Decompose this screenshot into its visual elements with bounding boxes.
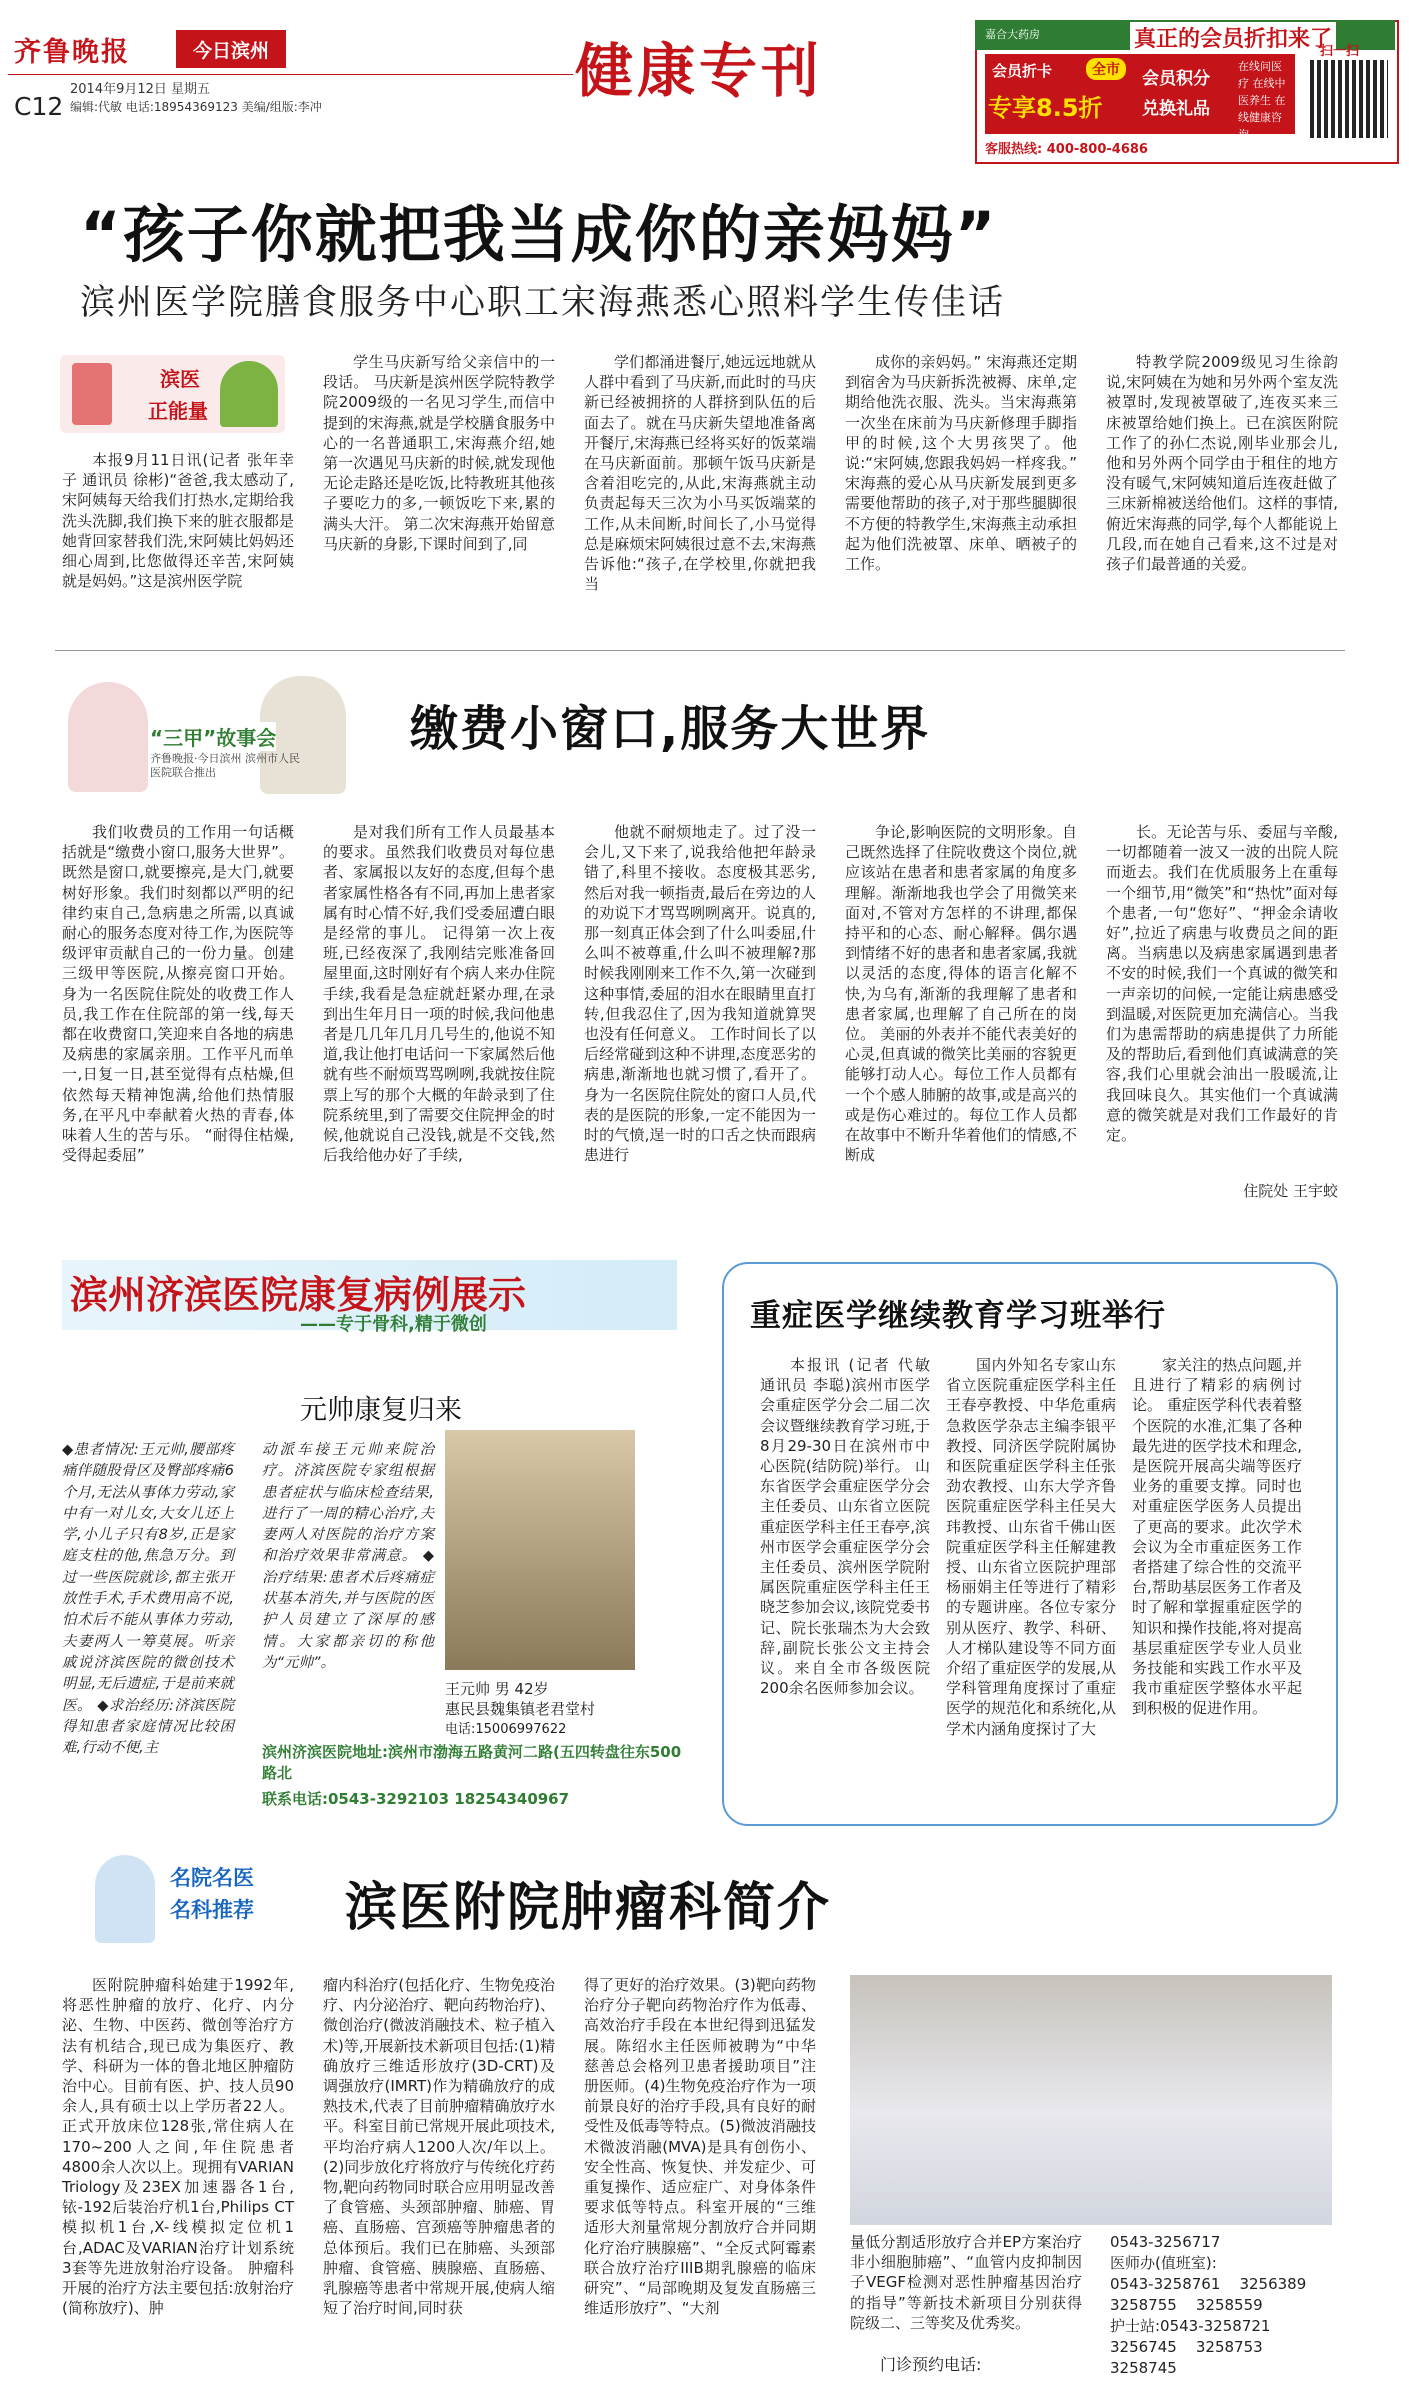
issue-date: 2014年9月12日 星期五 — [70, 82, 211, 97]
hospital-address: 滨州济滨医院地址:滨州市渤海五路黄河二路(五四转盘往东500路北 — [262, 1743, 682, 1782]
article5-col4: 量低分割适形放疗合并EP方案治疗非小细胞肺癌”、“血管内皮抑制因子VEGF检测对恶性肿瘤基因治疗的指导”等新技术新项目分别获得院级二、三等奖及优秀奖。 — [850, 2233, 1082, 2332]
editor-credits: 编辑:代敏 电话:18954369123 美编/组版:李冲 — [70, 100, 322, 114]
article5-col3: 得了更好的治疗效果。(3)靶向药物治疗分子靶向药物治疗作为低毒、高效治疗手段在本世纪得到迅猛发展。陈绍水主任医师被聘为“中华慈善总会格列卫患者援助项目”注册医师。(4)生物免疫治疗作为一项前景良好的治疗手段,具有良好的耐受性及低毒等特点。(5)微波消融技术微波消融(MVA)是具有创伤小、安全性高、恢复快、并发症少、可重复操作、适应症广、对身体条件要求低等特点。科室开展的“三维适形大剂量常规分割放疗合并同期化疗治疗胰腺癌”、“全反式阿霉素联合放疗治疗IIIB期乳腺癌的临床研究”、“局部晚期及复发直肠癌三维适形放疗”、“大剂 — [584, 1976, 816, 2318]
article1-col1: 本报9月11日讯(记者 张年幸子 通讯员 徐彬)“爸爸,我太感动了,宋阿姨每天给我们打热水,定期给我洗头洗脚,我们换下来的脏衣服都是她背回家替我们洗,宋阿姨比妈妈还细心周到,比您做得还辛苦,宋阿姨就是妈妈。”这是滨州医学院 — [62, 451, 294, 591]
page-title: 健康专刊 — [575, 37, 824, 105]
department-phones: 0543-3256717 医师办(值班室): 0543-3258761 3256389 3258755 3258559 护士站:0543-3258721 3256745 3258753 3258745 — [1110, 2233, 1307, 2377]
doctors-illustration-icon — [95, 1855, 155, 1943]
rehab-title: 元帅康复归来 — [300, 1395, 462, 1426]
article1-subtitle: 滨州医学院膳食服务中心职工宋海燕悉心照料学生传佳话 — [80, 283, 1006, 323]
tree-icon — [220, 361, 278, 427]
divider — [55, 650, 1345, 651]
article1-col3: 学们都涌进餐厅,她远远地就从人群中看到了马庆新,而此时的马庆新已经被拥挤的人群挤到队伍的后面去了。就在马庆新失望地准备离开餐厅,宋海燕已经将买好的饭菜端在马庆新面前。那顿午饭马庆新是含着泪吃完的,从此,宋海燕就主动负责起每天三次为小马买饭端菜的工作,从未间断,时间长了,小马觉得总是麻烦宋阿姨很过意不去,宋海燕告诉他:“孩子,在学校里,你就把我当 — [584, 353, 816, 594]
patient-caption2: 惠民县魏集镇老君堂村 — [445, 1700, 596, 1718]
article2-col5: 长。无论苦与乐、委屈与辛酸,一切都随着一波又一波的出院人院而逝去。我们在优质服务上在重每一个细节,用“微笑”和“热忱”面对每个患者,一句“您好”、“押金余请收好”,拉近了病患与收费员之间的距离。当病患以及病患家属遇到患者不安的时候,我们一个真诚的微笑和一声亲切的问候,一定能让病患感受到温暖,对医院更加充满信心。当我们为患需帮助的病患提供了力所能及的帮助后,看到他们真诚满意的笑容,我们心里就会油出一股暖流,让我回味良久。其实他们一个真诚满意的微笑就是对我们工作最好的肯定。 — [1106, 823, 1338, 1145]
article2-author: 住院处 王宇蛟 — [1243, 1182, 1338, 1200]
article5-col1: 医附院肿瘤科始建于1992年,将恶性肿瘤的放疗、化疗、内分泌、生物、中医药、微创等治疗方法有机结合,现已成为集医疗、教学、科研为一体的鲁北地区肿瘤防治中心。目前有医、护、技人员90余人,具有硕士以上学历者22人。正式开放床位128张,常住病人在170~200人之间,年住院患者4800余人次以上。现拥有VARIAN Triology及23EX加速器各1台,铱-192后装治疗机1台,Philips CT模拟机1台,X-线模拟定位机1台,ADAC及VARIAN治疗计划系统3套等先进放射治疗设备。 肿瘤科开展的治疗方法主要包括:放射治疗(简称放疗)、肿 — [62, 1976, 294, 2318]
ad-item1b: 专享8.5折 — [988, 94, 1103, 122]
article2-col3: 他就不耐烦地走了。过了没一会儿,又下来了,说我给他把年龄录错了,科里不接收。态度极其恶劣,然后对我一顿指责,最后在旁边的人的劝说下才骂骂咧咧离开。说真的,那一刻真正体会到了什么叫委屈,什么叫不被尊重,什么叫不被理解?那时候我刚刚来工作不久,第一次碰到这种事情,委屈的泪水在眼睛里直打转,但我忍住了,因为我知道就算哭也没有任何意义。 工作时间长了以后经常碰到这种不讲理,态度恶劣的病患,渐渐地也就习惯了,看开了。身为一名医院住院处的窗口人员,代表的是医院的形象,一定不能因为一时的气愤,逞一时的口舌之快而跟病患进行 — [584, 823, 816, 1165]
article3-col1: ◆患者情况:王元帅,腰部疼痛伴随股骨区及臀部疼痛6个月,无法从事体力劳动,家中有一对儿女,大女儿还上学,小儿子只有8岁,正是家庭支柱的他,焦急万分。到过一些医院就诊,都主张开放性手术,手术费用高不说,怕术后不能从事体力劳动,夫妻两人一筹莫展。听亲戚说济滨医院的微创技术明显,无后遗症,于是前来就医。 ◆求治经历:济滨医院得知患者家庭情况比较困难,行动不便,主 — [62, 1442, 234, 1757]
rehab-banner-title: 滨州济滨医院康复病例展示 — [70, 1273, 527, 1317]
ad-logo: 嘉合大药房 — [985, 28, 1040, 41]
story-club-name: “三甲”故事会 — [150, 722, 276, 751]
article2-title: 缴费小窗口,服务大世界 — [410, 701, 931, 757]
article1-col2: 学生马庆新写给父亲信中的一段话。 马庆新是滨州医学院特教学院2009级的一名见习学生,而信中提到的宋海燕,就是学校膳食服务中心的一名普通职工,宋海燕介绍,她第一次遇见马庆新的时候,就发现他无论走路还是吃饭,比特教班其他孩子要吃力的多,一顿饭吃下来,累的满头大汗。 第二次宋海燕开始留意马庆新的身影,下课时间到了,同 — [323, 353, 555, 553]
hospital-icon — [72, 363, 112, 425]
ad-item3b: 兑换礼品 — [1142, 99, 1210, 119]
department-group-photo — [850, 1975, 1332, 2225]
article2-col4: 争论,影响医院的文明形象。自己既然选择了住院收费这个岗位,就应该站在患者和患者家属的角度多理解。渐渐地我也学会了用微笑来面对,不管对方怎样的不讲理,都保持平和的心态、耐心解释。偶尔遇到情绪不好的患者和患者家属,我就以灵活的态度,得体的语言化解不快,为乌有,渐渐的我理解了患者和患者家属,也理解了自己所在的岗位。 美丽的外表并不能代表美好的心灵,但真诚的微笑比美丽的容貌更能够打动人心。每位工作人员都有一个个感人肺腑的故事,或是高兴的或是伤心难过的。每位工作人员都在故事中不断升华着他们的情感,不断成 — [845, 823, 1077, 1165]
ad-side-text: 在线问医疗 在线中医养生 在线健康咨询 — [1238, 60, 1286, 141]
article1-col5: 特教学院2009级见习生徐韵说,宋阿姨在为她和另外两个室友洗被罩时,发现被罩破了,连夜买来三床被罩给她们换上。已在滨医附院工作了的孙仁杰说,刚毕业那会儿,他和另外两个同学由于租住的地方没有暖气,宋阿姨知道后连夜赶做了三床新棉被送给他们。这样的事情,俯近宋海燕的同学,每个人都能说上几段,而在她自己看来,这不过是对孩子们最普通的关爱。 — [1106, 353, 1338, 574]
article2-col1: 我们收费员的工作用一句话概括就是“缴费小窗口,服务大世界”。既然是窗口,就要擦亮,是大门,就要树好形象。我们时刻都以严明的纪律约束自己,急病患之所需,以真诚耐心的服务态度对待工作,为医院等级评审贡献自己的一份力量。创建三级甲等医院,从擦亮窗口开始。 身为一名医院住院处的收费工作人员,我工作在住院部的第一线,每天都在收费窗口,笑迎来自各地的病患及病患的家属亲朋。工作平凡而单一,日复一日,甚至觉得有点枯燥,但依然每天精神饱满,给他们热情服务,在平凡中奉献着火热的青春,体味着人生的苦与乐。 “耐得住枯燥,受得起委屈” — [62, 823, 294, 1165]
badge-word2: 正能量 — [148, 399, 208, 423]
newspaper-brand: 齐鲁晚报 — [14, 37, 130, 68]
article5-col2: 瘤内科治疗(包括化疗、生物免疫治疗、内分泌治疗、靶向药物治疗)、微创治疗(微波消融技术、粒子植入术)等,开展新技术新项目包括:(1)精确放疗三维适形放疗(3D-CRT)及调强放疗(IMRT)作为精确放疗的成熟技术,代表了目前肿瘤精确放疗水平。科室目前已常规开展此项技术,平均治疗病人1200人次/年以上。(2)同步放化疗将放疗与传统化疗药物,靶向药物同时联合应用明显改善了食管癌、头颈部肿瘤、肺癌、胃癌、直肠癌、宫颈癌等肿瘤患者的总体预后。我们已在肺癌、头颈部肿瘤、食管癌、胰腺癌、直肠癌、乳腺癌等患者中常规开展,使病人缩短了治疗时间,同时获 — [323, 1976, 555, 2318]
famous-doctor-badge — [160, 1860, 300, 1930]
ad-scan: 扫一扫 — [1320, 44, 1360, 59]
badge-line1: 名院名医 — [170, 1866, 254, 1890]
article2-col2: 是对我们所有工作人员最基本的要求。虽然我们收费员对每位患者、家属报以友好的态度,但每个患者家属性格各有不同,再加上患者家属有时心情不好,我们受委屈遭白眼是经常的事儿。 记得第一次上夜班,已经夜深了,我刚结完账准备回屋里面,这时刚好有个病人来办住院手续,我看是急症就赶紧办理,在录到出生年月日一项的时候,我问他患者是几几年几月几号生的,他说不知道,我让他打电话问一下家属然后他就有些不耐烦骂骂咧咧,我就按住院票上写的那个大概的年龄录到了住院系统里,到了需要交住院押金的时候,他就说自己没钱,就是不交钱,然后我给他办好了手续, — [323, 823, 555, 1165]
section-tag: 今日滨州 — [192, 39, 269, 62]
hospital-phone: 联系电话:0543-3292103 18254340967 — [262, 1790, 570, 1808]
qr-code-icon[interactable] — [1310, 60, 1388, 138]
story-club-logo — [60, 672, 350, 802]
rehab-banner-sub: ——专于骨科,精于微创 — [300, 1314, 487, 1335]
article3-col2: 动派车接王元帅来院治疗。济滨医院专家组根据患者症状与临床检查结果,进行了一周的精心治疗,夫妻两人对医院的治疗方案和治疗效果非常满意。 ◆治疗结果:患者术后疼痛症状基本消失,并与医院的医护人员建立了深厚的感情。大家都亲切的称他为“元帅”。 — [262, 1442, 434, 1671]
story-club-sub: 齐鲁晚报·今日滨州 滨州市人民医院联合推出 — [150, 752, 300, 779]
ad-item3: 会员积分 — [1142, 69, 1210, 89]
article4-col2: 国内外知名专家山东省立医院重症医学科主任王春亭教授、中华危重病急救医学杂志主编李银平教授、同济医学院附属协和医院重症医学科主任张劲农教授、山东大学齐鲁医院重症医学科主任吴大玮教授、山东省千佛山医院重症医学科主任解建教授、山东省立医院护理部杨丽娟主任等进行了精彩的专题讲座。各位专家分别从医疗、教学、科研、人才梯队建设等不同方面介绍了重症医学的发展,从学科管理角度探讨了重症医学的规范化和系统化,从学术内涵角度探讨了大 — [946, 1356, 1116, 1738]
ad-headline: 真正的会员折扣来了 — [1130, 22, 1336, 53]
ad-item1: 会员折卡 — [992, 62, 1053, 80]
patient-photo — [445, 1430, 635, 1670]
article1-title: “孩子你就把我当成你的亲妈妈” — [80, 198, 998, 271]
article4-col3: 家关注的热点问题,并且进行了精彩的病例讨论。 重症医学科代表着整个医院的水准,汇集了各种最先进的医学技术和理念,是医院开展高尖端等医疗业务的重要支撑。同时也对重症医学医务人员提出了更高的要求。此次学术会议为全市重症医务工作者搭建了综合性的交流平台,帮助基层医务工作者及时了解和掌握重症医学的知识和操作技能,将对提高基层重症医学专业人员业务技能和实践工作水平及我市重症医学整体水平起到积极的促进作用。 — [1132, 1356, 1302, 1718]
article4-col1: 本报讯 (记者 代敏 通讯员 李聪)滨州市医学会重症医学分会二届二次会议暨继续教育学习班,于8月29-30日在滨州市中心医院(结防院)举行。 山东省医学会重症医学分会主任委员、山东省立医院重症医学科主任王春亭,滨州市医学会重症医学分会主任委员、滨州医学院附属医院重症医学科主任王晓芝参加会议,该院党委书记、院长张瑞杰为大会致辞,副院长张公文主持会议。来自全市各级医院200余名医师参加会议。 — [760, 1356, 930, 1698]
ad-hotline: 客服热线: 400-800-4686 — [985, 142, 1148, 157]
clinic-label: 门诊预约电话: — [880, 2355, 982, 2374]
header-rule — [8, 74, 573, 75]
badge-line2: 名科推荐 — [170, 1898, 254, 1922]
ad-badge: 全市 — [1086, 58, 1126, 80]
page-code: C12 — [14, 92, 64, 121]
patient-caption3: 电话:15006997622 — [445, 1722, 567, 1737]
nurse-illustration-icon — [68, 682, 148, 792]
article1-col4: 成你的亲妈妈。” 宋海燕还定期到宿舍为马庆新拆洗被褥、床单,定期给他洗衣服、洗头。当宋海燕第一次坐在床前为马庆新修理手脚指甲的时候,这个大男孩哭了。他说:“宋阿姨,您跟我妈妈一样疼我。” 宋海燕的爱心从马庆新发展到更多需要他帮助的孩子,对于那些腿脚很不方便的特教学生,宋海燕主动承担起为他们洗被罩、床单、晒被子的工作。 — [845, 353, 1077, 574]
patient-caption1: 王元帅 男 42岁 — [445, 1680, 549, 1698]
article4-title: 重症医学继续教育学习班举行 — [750, 1298, 1166, 1334]
article5-title: 滨医附院肿瘤科简介 — [345, 1878, 832, 1938]
badge-word1: 滨医 — [160, 367, 200, 391]
positive-energy-badge — [60, 355, 285, 433]
